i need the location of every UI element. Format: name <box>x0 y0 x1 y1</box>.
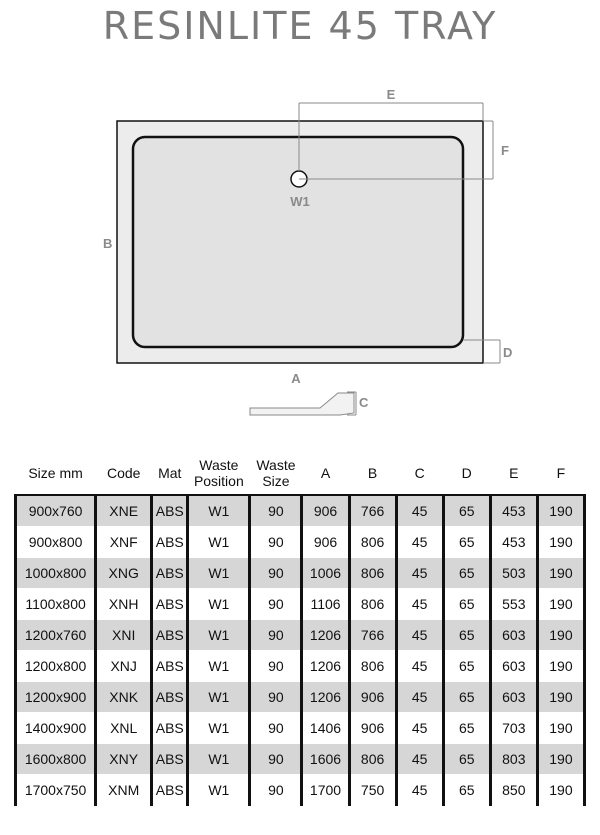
table-cell: 45 <box>396 775 443 806</box>
table-cell: ABS <box>152 744 188 775</box>
column-header: Code <box>106 465 141 481</box>
label-a: A <box>291 371 301 386</box>
table-cell: 45 <box>396 744 443 775</box>
table-cell: 803 <box>490 744 537 775</box>
table-cell: XNE <box>96 495 152 527</box>
table-cell: 190 <box>537 682 584 713</box>
table-cell: XNJ <box>96 651 152 682</box>
table-cell: XNI <box>96 620 152 651</box>
table-cell: W1 <box>188 775 250 806</box>
table-cell: 45 <box>396 495 443 527</box>
column-header: Mat <box>158 465 182 481</box>
table-cell: 806 <box>349 744 396 775</box>
table-row <box>16 495 585 527</box>
table-cell: 850 <box>490 775 537 806</box>
table-cell: 45 <box>396 589 443 620</box>
table-cell: 190 <box>537 620 584 651</box>
table-cell: 90 <box>250 589 302 620</box>
table-row <box>16 651 585 682</box>
table-cell: ABS <box>152 775 188 806</box>
table-cell: 1006 <box>302 558 349 589</box>
table-cell: ABS <box>152 651 188 682</box>
table-cell: 1206 <box>302 682 349 713</box>
table-cell: W1 <box>188 495 250 527</box>
table-cell: W1 <box>188 558 250 589</box>
spec-table <box>14 452 586 806</box>
label-c: C <box>359 395 369 410</box>
column-header: D <box>461 465 472 481</box>
table-header <box>16 452 585 495</box>
label-f: F <box>501 143 509 158</box>
table-cell: 45 <box>396 651 443 682</box>
table-cell: 65 <box>443 589 490 620</box>
column-header: Waste Size <box>256 457 296 489</box>
table-cell: 603 <box>490 682 537 713</box>
table-cell: 45 <box>396 620 443 651</box>
table-cell: W1 <box>188 527 250 558</box>
table-cell: 65 <box>443 775 490 806</box>
table-cell: ABS <box>152 495 188 527</box>
table-cell: 806 <box>349 558 396 589</box>
table-cell: 1200x760 <box>16 620 96 651</box>
table-cell: W1 <box>188 651 250 682</box>
table-row <box>16 713 585 744</box>
table-cell: 65 <box>443 620 490 651</box>
table-cell: 190 <box>537 744 584 775</box>
table-cell: 65 <box>443 527 490 558</box>
column-header: E <box>509 465 519 481</box>
table-cell: ABS <box>152 558 188 589</box>
table-cell: 1200x800 <box>16 651 96 682</box>
table-cell: 1106 <box>302 589 349 620</box>
table-cell: ABS <box>152 713 188 744</box>
table-cell: XNG <box>96 558 152 589</box>
column-header: Size mm <box>28 465 83 481</box>
table-cell: 90 <box>250 495 302 527</box>
table-cell: 806 <box>349 527 396 558</box>
table-cell: 1200x900 <box>16 682 96 713</box>
column-header: C <box>414 465 425 481</box>
table-cell: XNK <box>96 682 152 713</box>
table-row <box>16 558 585 589</box>
table-cell: XNY <box>96 744 152 775</box>
table-row <box>16 775 585 806</box>
table-cell: 900x800 <box>16 527 96 558</box>
table-cell: 65 <box>443 651 490 682</box>
table-cell: 766 <box>349 495 396 527</box>
table-cell: 1400x900 <box>16 713 96 744</box>
table-cell: 190 <box>537 775 584 806</box>
table-cell: W1 <box>188 744 250 775</box>
table-cell: 1600x800 <box>16 744 96 775</box>
table-cell: 900x760 <box>16 495 96 527</box>
table-cell: W1 <box>188 589 250 620</box>
table-cell: 766 <box>349 620 396 651</box>
table-cell: 90 <box>250 620 302 651</box>
table-cell: 65 <box>443 495 490 527</box>
tray-profile <box>250 393 354 415</box>
table-row <box>16 589 585 620</box>
table-cell: 190 <box>537 713 584 744</box>
table-cell: 65 <box>443 744 490 775</box>
table-cell: 1700 <box>302 775 349 806</box>
table-cell: XNM <box>96 775 152 806</box>
table-cell: 190 <box>537 651 584 682</box>
label-e: E <box>386 87 396 102</box>
table-cell: 750 <box>349 775 396 806</box>
table-cell: 503 <box>490 558 537 589</box>
table-cell: XNH <box>96 589 152 620</box>
table-cell: 453 <box>490 495 537 527</box>
table-cell: 190 <box>537 527 584 558</box>
tray-inner <box>133 137 463 347</box>
column-header: B <box>367 465 378 481</box>
table-cell: ABS <box>152 527 188 558</box>
table-cell: ABS <box>152 589 188 620</box>
table-cell: 453 <box>490 527 537 558</box>
table-cell: 906 <box>349 682 396 713</box>
table-cell: 1606 <box>302 744 349 775</box>
table-cell: 603 <box>490 651 537 682</box>
column-header: Waste Position <box>193 457 244 489</box>
table-cell: 906 <box>302 527 349 558</box>
table-cell: 65 <box>443 558 490 589</box>
table-cell: XNF <box>96 527 152 558</box>
table-cell: 190 <box>537 495 584 527</box>
table-cell: 1000x800 <box>16 558 96 589</box>
label-b: B <box>103 236 113 251</box>
table-cell: 65 <box>443 713 490 744</box>
table-row <box>16 744 585 775</box>
table-cell: 806 <box>349 651 396 682</box>
table-cell: 65 <box>443 682 490 713</box>
table-cell: W1 <box>188 713 250 744</box>
table-cell: 1100x800 <box>16 589 96 620</box>
table-row <box>16 527 585 558</box>
table-cell: 90 <box>250 527 302 558</box>
table-cell: 190 <box>537 558 584 589</box>
label-waste: W1 <box>290 194 310 209</box>
table-cell: 906 <box>302 495 349 527</box>
table-cell: XNL <box>96 713 152 744</box>
header-row <box>16 452 585 495</box>
label-d: D <box>503 345 513 360</box>
table-cell: 190 <box>537 589 584 620</box>
tray-diagram <box>0 70 600 430</box>
table-cell: 90 <box>250 651 302 682</box>
table-cell: 90 <box>250 558 302 589</box>
table-cell: ABS <box>152 620 188 651</box>
table-cell: W1 <box>188 682 250 713</box>
table-cell: 1206 <box>302 651 349 682</box>
table-cell: 45 <box>396 713 443 744</box>
table-cell: 703 <box>490 713 537 744</box>
table-cell: 1700x750 <box>16 775 96 806</box>
table-cell: 553 <box>490 589 537 620</box>
column-header: A <box>320 465 331 481</box>
table-cell: 906 <box>349 713 396 744</box>
table-cell: 90 <box>250 682 302 713</box>
table-cell: ABS <box>152 682 188 713</box>
table-body <box>16 495 585 806</box>
table-cell: 45 <box>396 682 443 713</box>
table-cell: 90 <box>250 775 302 806</box>
table-row <box>16 620 585 651</box>
table-cell: 806 <box>349 589 396 620</box>
table-cell: 45 <box>396 527 443 558</box>
table-cell: 45 <box>396 558 443 589</box>
table-cell: 90 <box>250 713 302 744</box>
page-title: RESINLITE 45 TRAY <box>102 4 498 48</box>
column-header: F <box>556 465 566 481</box>
table-cell: 90 <box>250 744 302 775</box>
table-row <box>16 682 585 713</box>
table-cell: 1206 <box>302 620 349 651</box>
table-cell: 603 <box>490 620 537 651</box>
table-cell: 1406 <box>302 713 349 744</box>
table-cell: W1 <box>188 620 250 651</box>
